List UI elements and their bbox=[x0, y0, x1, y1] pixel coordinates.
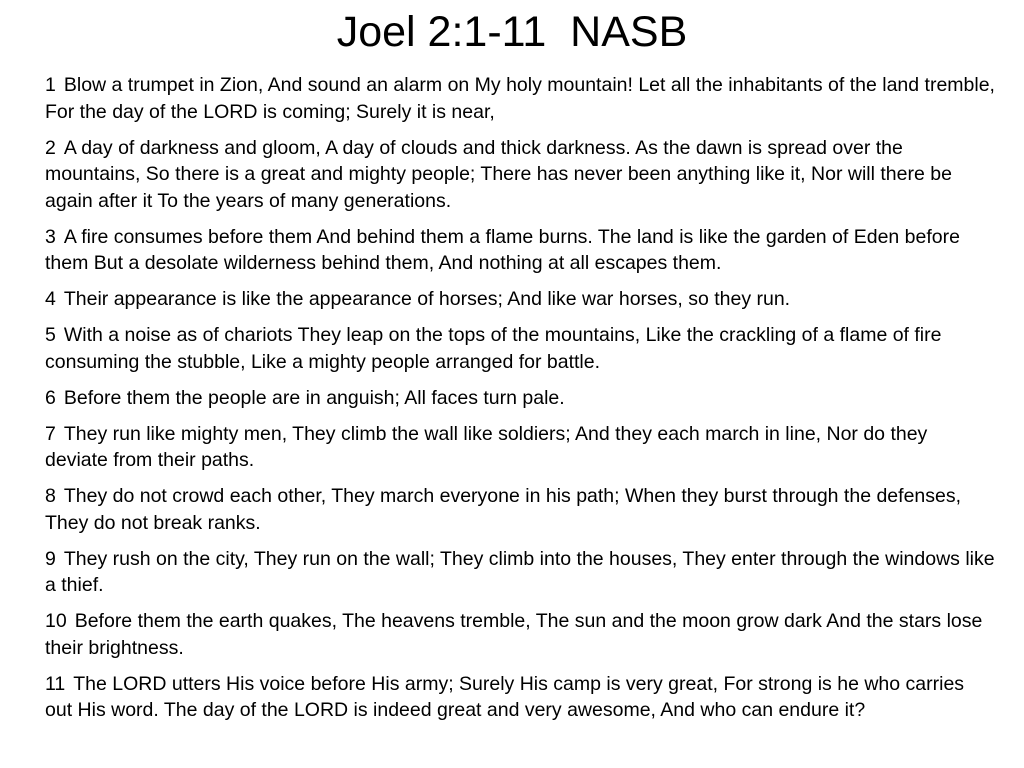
verse-number: 8 bbox=[45, 485, 56, 507]
verse-number: 6 bbox=[45, 386, 56, 409]
verse-text: Blow a trumpet in Zion, And sound an alarm on My holy mountain! Let all the inhabitants of the land tremble, For the day of the LORD is coming; Surely it is near, bbox=[45, 74, 995, 123]
verse-number: 5 bbox=[45, 324, 56, 346]
verse-list bbox=[45, 72, 995, 733]
slide-title: Joel 2:1-11 NASB bbox=[336, 8, 688, 56]
verse-number: 1 bbox=[45, 74, 56, 96]
verse-number: 4 bbox=[45, 288, 56, 310]
verse-number: 10 bbox=[45, 610, 67, 632]
verse-item bbox=[45, 546, 995, 599]
verse-text: Before them the people are in anguish; All faces turn pale. bbox=[63, 386, 565, 409]
verse-item bbox=[45, 286, 995, 313]
verse-text: With a noise as of chariots They leap on the tops of the mountains, Like the crackling of a flame of fire consuming the stubble, Like a mighty people arranged for battle. bbox=[45, 324, 942, 373]
verse-item bbox=[45, 671, 995, 724]
verse-text: They run like mighty men, They climb the wall like soldiers; And they each march in line, Nor do they deviate from their paths. bbox=[45, 422, 928, 471]
verse-text: Before them the earth quakes, The heavens tremble, The sun and the moon grow dark And the stars lose their brightness. bbox=[45, 610, 983, 659]
verse-text: Their appearance is like the appearance of horses; And like war horses, so they run. bbox=[63, 288, 791, 310]
verse-text: The LORD utters His voice before His army; Surely His camp is very great, For strong is he who carries out His word. The day of the LORD is indeed great and very awesome, And who can endure it? bbox=[45, 672, 965, 721]
verse-number: 9 bbox=[45, 547, 56, 570]
verse-item bbox=[45, 135, 995, 215]
verse-number: 7 bbox=[45, 422, 56, 445]
verse-number: 3 bbox=[45, 225, 56, 248]
verse-item bbox=[45, 608, 995, 661]
verse-item bbox=[45, 483, 995, 536]
verse-item bbox=[45, 385, 995, 412]
verse-text: They do not crowd each other, They march everyone in his path; When they burst through the defenses, They do not break ranks. bbox=[45, 485, 962, 534]
verse-item bbox=[45, 322, 995, 375]
verse-text: A day of darkness and gloom, A day of clouds and thick darkness. As the dawn is spread over the mountains, So there is a great and mighty people; There has never been anything like it, Nor will there be again after it To the years of many generations. bbox=[45, 136, 952, 212]
verse-number: 11 bbox=[45, 672, 66, 695]
verse-item bbox=[45, 224, 995, 277]
verse-text: They rush on the city, They run on the wall; They climb into the houses, They enter through the windows like a thief. bbox=[45, 547, 995, 596]
verse-item bbox=[45, 421, 995, 474]
verse-text: A fire consumes before them And behind them a flame burns. The land is like the garden of Eden before them But a desolate wilderness behind them, And nothing at all escapes them. bbox=[45, 225, 960, 274]
verse-number: 2 bbox=[45, 136, 56, 159]
verse-item bbox=[45, 72, 995, 125]
